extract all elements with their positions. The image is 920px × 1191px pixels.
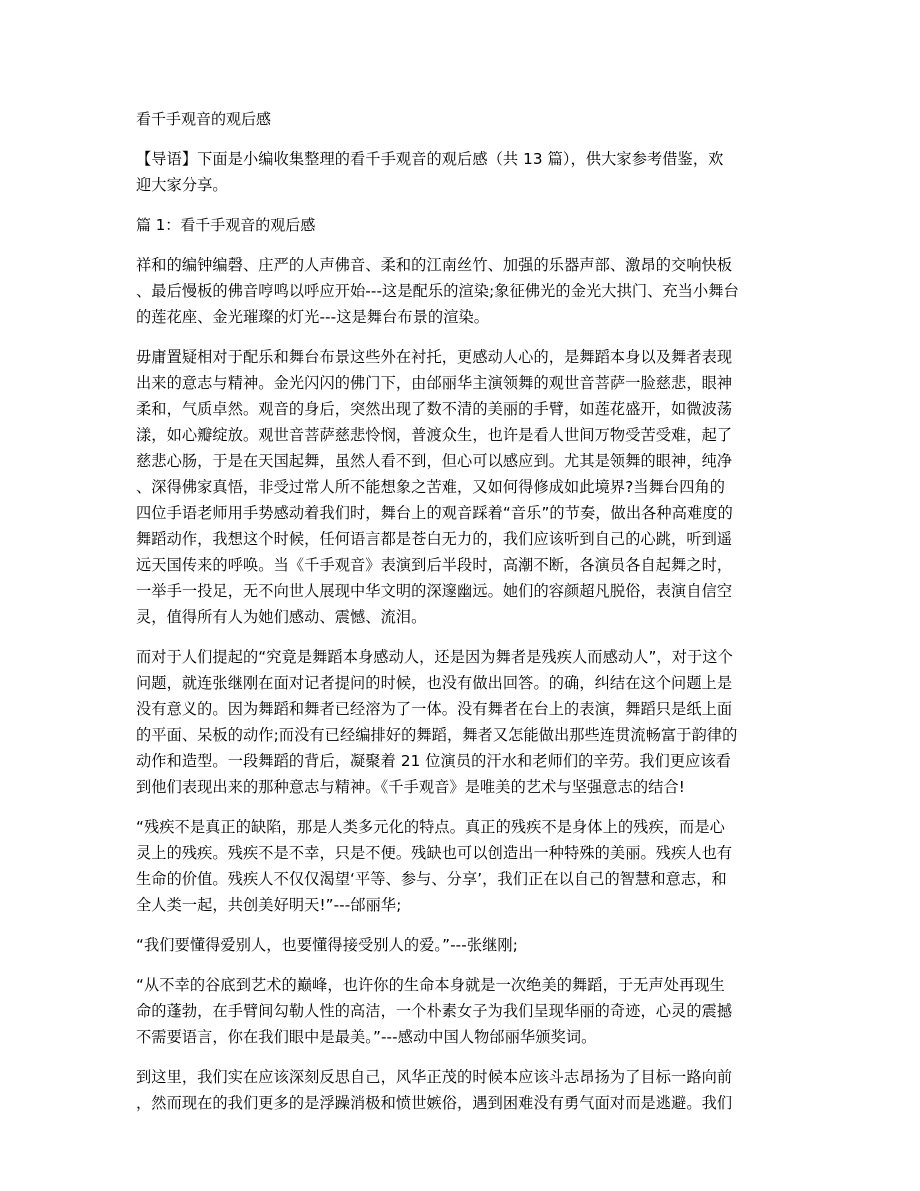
section-heading: 篇 1：看千手观音的观后感 [136,216,316,234]
paragraph-1 [136,252,786,330]
text-line: 祥和的编钟编磬、庄严的人声佛音、柔和的江南丝竹、加强的乐器声部、激昂的交响快板 [136,256,733,274]
paragraph-7 [136,1064,786,1116]
text-line: 迎大家分享。 [136,176,228,194]
text-line: 的莲花座、金光璀璨的灯光---这是舞台布景的渲染。 [136,308,490,326]
text-line: 生命的价值。残疾人不仅仅渴望‘平等、参与、分享’，我们正在以自己的智慧和意志，和 [136,870,727,888]
text-line: 全人类一起，共创美好明天!”---邰丽华; [136,896,402,914]
text-line: ，然而现在的我们更多的是浮躁消极和愤世嫉俗，遇到困难没有勇气面对而是逃避。我们 [136,1094,733,1112]
document-page [136,106,786,1130]
text-line: 不需要语言，你在我们眼中是最美。”---感动中国人物邰丽华颁奖词。 [136,1028,597,1046]
text-line: “残疾不是真正的缺陷，那是人类多元化的特点。真正的残疾不是身体上的残疾，而是心 [136,818,725,836]
text-line: 的平面、呆板的动作;而没有已经编排好的舞蹈，舞者又怎能做出那些连贯流畅富于韵律的 [136,726,738,744]
text-line: 、最后慢板的佛音哼鸣以呼应开始---这是配乐的渲染;象征佛光的金光大拱门、充当小舞台 [136,282,739,300]
text-line: 灵上的残疾。残疾不是不幸，只是不便。残缺也可以创造出一种特殊的美丽。残疾人也有 [136,844,733,862]
paragraph-2 [136,344,786,630]
text-line: 没有意义的。因为舞蹈和舞者已经溶为了一体。没有舞者在台上的表演，舞蹈只是纸上面 [136,700,733,718]
text-line: 而对于人们提起的“究竟是舞蹈本身感动人，还是因为舞者是残疾人而感动人”，对于这个 [136,648,733,666]
text-line: 出来的意志与精神。金光闪闪的佛门下，由邰丽华主演领舞的观世音菩萨一脸慈悲，眼神 [136,374,733,392]
text-line: 动作和造型。一段舞蹈的背后，凝聚着 21 位演员的汗水和老师们的辛劳。我们更应该看 [136,752,732,770]
paragraph-5 [136,932,786,958]
text-line: 灵，值得所有人为她们感动、震憾、流泪。 [136,608,427,626]
text-line: 毋庸置疑相对于配乐和舞台布景这些外在衬托，更感动人心的，是舞蹈本身以及舞者表现 [136,348,733,366]
intro-paragraph [136,146,786,198]
text-line: 问题，就连张继刚在面对记者提问的时候，也没有做出回答。的确，纠结在这个问题上是 [136,674,733,692]
text-line: 到这里，我们实在应该深刻反思自己，风华正茂的时候本应该斗志昂扬为了目标一路向前 [136,1068,733,1086]
text-line: 漾，如心瓣绽放。观世音菩萨慈悲怜悯，普渡众生，也许是看人世间万物受苦受难，起了 [136,426,733,444]
text-line: 远天国传来的呼唤。当《千手观音》表演到后半段时，高潮不断，各演员各自起舞之时， [136,556,733,574]
text-line: 、深得佛家真悟，非受过常人所不能想象之苦难，又如何得修成如此境界?当舞台四角的 [136,478,726,496]
document-title: 看千手观音的观后感 [136,110,272,128]
paragraph-4 [136,814,786,918]
text-line: 到他们表现出来的那种意志与精神。《千手观音》是唯美的艺术与坚强意志的结合! [136,778,685,796]
text-line: 一举手一投足，无不向世人展现中华文明的深邃幽远。她们的容颜超凡脱俗，表演自信空 [136,582,733,600]
paragraph-3 [136,644,786,800]
text-line: 舞蹈动作，我想这个时候，任何语言都是苍白无力的，我们应该听到自己的心跳，听到遥 [136,530,733,548]
text-line: “我们要懂得爱别人，也要懂得接受别人的爱。”---张继刚; [136,936,518,954]
text-line: 慈悲心肠，于是在天国起舞，虽然人看不到，但心可以感应到。尤其是领舞的眼神，纯净 [136,452,733,470]
text-line: 四位手语老师用手势感动着我们时，舞台上的观音踩着“音乐”的节奏，做出各种高难度的 [136,504,733,522]
text-line: 命的蓬勃，在手臂间勾勒人性的高洁，一个朴素女子为我们呈现华丽的奇迹，心灵的震撼 [136,1002,733,1020]
paragraph-6 [136,972,786,1050]
text-line: 【导语】下面是小编收集整理的看千手观音的观后感（共 13 篇），供大家参考借鉴，欢 [136,150,724,168]
text-line: “从不幸的谷底到艺术的巅峰，也许你的生命本身就是一次绝美的舞蹈，于无声处再现生 [136,976,725,994]
text-line: 柔和，气质卓然。观音的身后，突然出现了数不清的美丽的手臂，如莲花盛开，如微波荡 [136,400,733,418]
